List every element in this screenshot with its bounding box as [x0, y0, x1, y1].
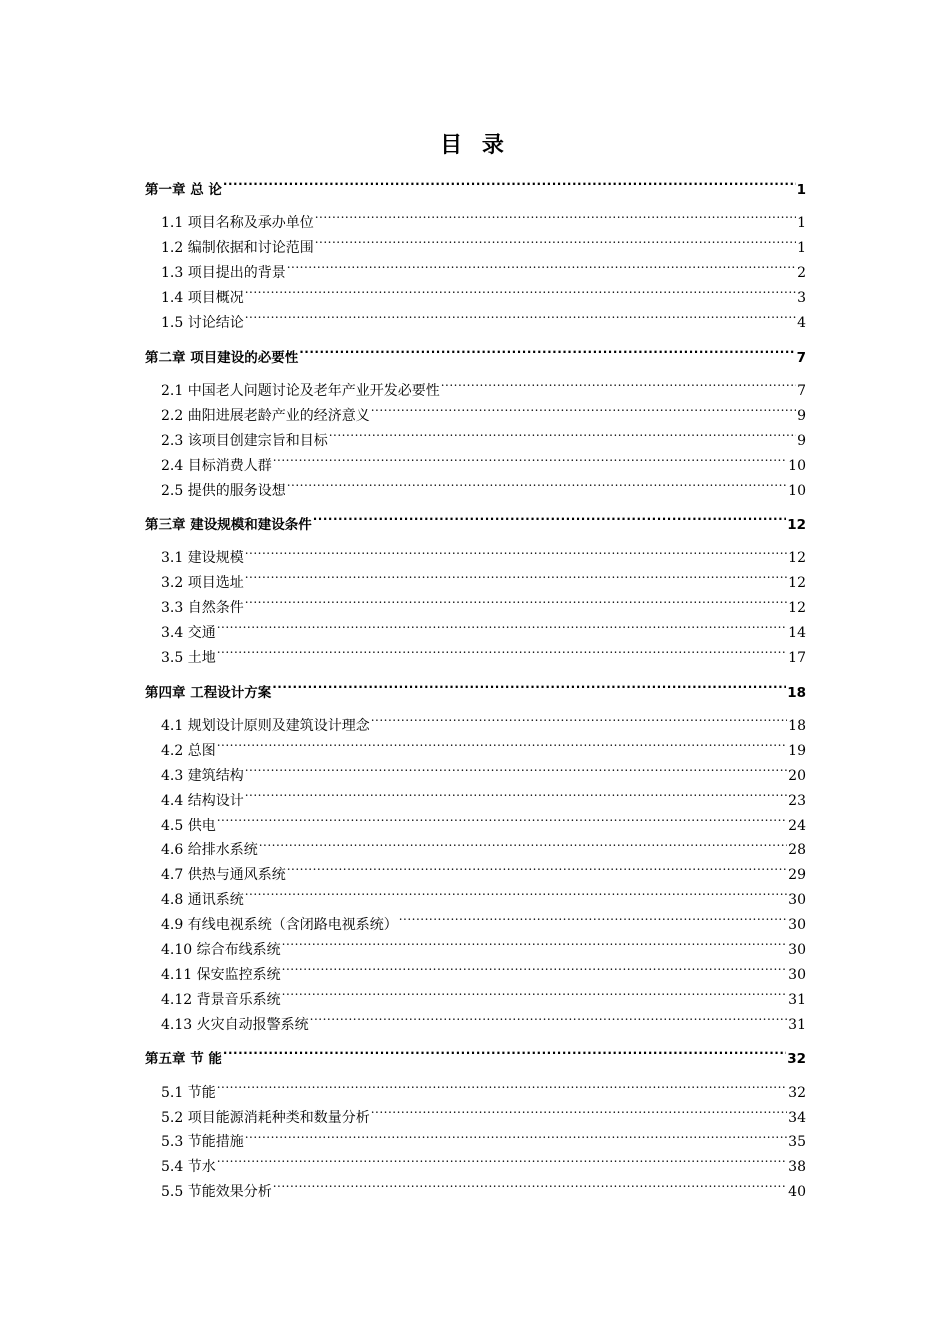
toc-section-entry[interactable] [145, 587, 806, 617]
toc-entry-label: 1.4 项目概况 [161, 290, 244, 307]
toc-page-number: 7 [797, 382, 806, 399]
toc-section-entry[interactable] [145, 904, 806, 934]
dot-leader [245, 538, 787, 563]
toc-entry-label: 1.1 项目名称及承办单位 [161, 215, 314, 232]
toc-entry-label: 5.4 节水 [161, 1159, 216, 1176]
toc-page-number: 1 [797, 240, 806, 257]
toc-entry-label: 4.12 背景音乐系统 [161, 991, 281, 1008]
dot-leader [315, 203, 796, 228]
dot-leader [245, 1122, 787, 1147]
toc-page-number: 32 [787, 1051, 806, 1068]
dot-leader [287, 470, 787, 495]
toc-entry-label: 第一章 总 论 [145, 182, 222, 198]
toc-section-entry[interactable] [145, 1171, 806, 1201]
dot-leader [245, 587, 787, 612]
page-title: 目 录 [440, 133, 510, 158]
dot-leader [371, 1097, 787, 1122]
toc-chapter-entry[interactable] [145, 168, 806, 198]
toc-entry-label: 第四章 工程设计方案 [145, 684, 272, 701]
toc-entry-label: 5.3 节能措施 [161, 1134, 244, 1151]
toc-entry-label: 4.7 供热与通风系统 [161, 867, 286, 884]
toc-page-number: 24 [788, 817, 806, 834]
dot-leader [245, 780, 787, 805]
toc-page-number: 23 [788, 792, 806, 809]
toc-page-number: 31 [788, 991, 806, 1008]
toc-entry-label: 2.5 提供的服务设想 [161, 482, 286, 499]
toc-page-number: 18 [787, 684, 806, 701]
dot-leader [287, 252, 796, 277]
toc-page-number: 10 [788, 482, 806, 499]
toc-entry-label: 4.13 火灾自动报警系统 [161, 1016, 309, 1033]
dot-leader [315, 227, 796, 252]
toc-page-number: 28 [788, 842, 806, 859]
toc-entry-label: 4.5 供电 [161, 817, 216, 834]
dot-leader [329, 420, 796, 445]
dot-leader [441, 370, 796, 395]
toc-page-number: 9 [797, 432, 806, 449]
toc-entry-label: 1.5 讨论结论 [161, 314, 244, 331]
toc-entry-label: 4.4 结构设计 [161, 792, 244, 809]
dot-leader [217, 730, 787, 755]
toc-entry-label: 1.2 编制依据和讨论范围 [161, 240, 314, 257]
toc-entry-label: 3.3 自然条件 [161, 600, 244, 617]
toc-section-entry[interactable] [145, 879, 806, 909]
toc-section-entry[interactable] [145, 612, 806, 642]
dot-leader [223, 1037, 786, 1063]
dot-leader [287, 854, 787, 879]
toc-page-number: 38 [788, 1159, 806, 1176]
toc-page-number: 3 [797, 290, 806, 307]
toc-entry-label: 3.5 土地 [161, 650, 216, 667]
dot-leader [310, 1004, 788, 1029]
toc-page-number: 29 [788, 867, 806, 884]
dot-leader [282, 979, 788, 1004]
toc-entry-label: 4.1 规划设计原则及建筑设计理念 [161, 718, 370, 735]
toc-page-number: 18 [788, 718, 806, 735]
toc-entry-label: 2.1 中国老人问题讨论及老年产业开发必要性 [161, 382, 440, 399]
dot-leader [282, 954, 788, 979]
toc-entry-label: 4.8 通讯系统 [161, 892, 244, 909]
dot-leader [223, 168, 796, 194]
toc-section-entry[interactable] [145, 538, 806, 567]
toc-page-number: 10 [788, 457, 806, 474]
toc-section-entry[interactable] [145, 1146, 806, 1176]
toc-section-entry[interactable] [145, 805, 806, 834]
toc-entry-label: 4.2 总图 [161, 742, 216, 759]
dot-leader [217, 1146, 787, 1171]
toc-page-number: 12 [788, 550, 806, 567]
toc-entry-label: 3.2 项目选址 [161, 575, 244, 592]
toc-page-number: 30 [788, 917, 806, 934]
toc-page-number: 12 [788, 575, 806, 592]
toc-page-number: 34 [788, 1109, 806, 1126]
toc-entry-label: 5.1 节能 [161, 1084, 216, 1101]
toc-page-number: 7 [796, 349, 806, 366]
toc-section-entry[interactable] [145, 1122, 806, 1151]
toc-entry-label: 3.1 建设规模 [161, 550, 244, 567]
toc-page-number: 9 [797, 407, 806, 424]
toc-section-entry[interactable] [145, 637, 806, 667]
toc-entry-label: 1.3 项目提出的背景 [161, 265, 286, 282]
toc-section-entry[interactable] [145, 370, 806, 399]
toc-chapter-entry[interactable] [145, 336, 806, 366]
dot-leader [299, 336, 795, 362]
dot-leader [371, 705, 787, 730]
toc-entry-label: 2.4 目标消费人群 [161, 457, 272, 474]
toc-section-entry[interactable] [145, 830, 806, 859]
toc-page-number: 30 [788, 892, 806, 909]
toc-section-entry[interactable] [145, 705, 806, 735]
toc-entry-label: 第二章 项目建设的必要性 [145, 349, 299, 366]
toc-entry-label: 2.3 该项目创建宗旨和目标 [161, 432, 328, 449]
toc-page-number: 20 [788, 767, 806, 784]
toc-section-entry[interactable] [145, 562, 806, 592]
toc-entry-label: 4.9 有线电视系统（含闭路电视系统） [161, 917, 398, 934]
table-of-contents [145, 168, 806, 1201]
dot-leader [371, 395, 796, 420]
toc-section-entry[interactable] [145, 1072, 806, 1101]
toc-entry-label: 4.11 保安监控系统 [161, 966, 281, 983]
dot-leader [273, 1171, 787, 1196]
toc-entry-label: 5.5 节能效果分析 [161, 1184, 272, 1201]
dot-leader [245, 755, 787, 780]
dot-leader [273, 445, 787, 470]
dot-leader [282, 929, 788, 954]
toc-page-number: 12 [788, 600, 806, 617]
toc-section-entry[interactable] [145, 203, 806, 232]
dot-leader [217, 612, 787, 637]
dot-leader [259, 830, 787, 855]
dot-leader [245, 562, 787, 587]
toc-entry-label: 第三章 建设规模和建设条件 [145, 517, 312, 534]
dot-leader [245, 302, 796, 327]
toc-entry-label: 第五章 节 能 [145, 1051, 222, 1068]
dot-leader [399, 904, 787, 929]
toc-entry-label: 4.6 给排水系统 [161, 842, 258, 859]
toc-entry-label: 5.2 项目能源消耗种类和数量分析 [161, 1109, 370, 1126]
dot-leader [217, 1072, 787, 1097]
toc-page-number: 35 [788, 1134, 806, 1151]
toc-page-number: 12 [787, 517, 806, 534]
toc-page-number: 30 [788, 942, 806, 959]
toc-page-number: 31 [788, 1016, 806, 1033]
toc-page-number: 2 [797, 265, 806, 282]
toc-page-number: 19 [788, 742, 806, 759]
toc-chapter-entry[interactable] [145, 1037, 806, 1068]
toc-chapter-entry[interactable] [145, 671, 806, 701]
toc-section-entry[interactable] [145, 730, 806, 759]
toc-entry-label: 3.4 交通 [161, 625, 216, 642]
dot-leader [245, 277, 796, 302]
dot-leader [272, 671, 786, 697]
toc-chapter-entry[interactable] [145, 503, 806, 534]
toc-section-entry[interactable] [145, 277, 806, 307]
toc-entry-label: 4.10 综合布线系统 [161, 942, 281, 959]
toc-page-number: 14 [788, 625, 806, 642]
toc-entry-label: 4.3 建筑结构 [161, 767, 244, 784]
toc-section-entry[interactable] [145, 1097, 806, 1126]
toc-page-number: 1 [796, 182, 806, 198]
toc-page-number: 30 [788, 966, 806, 983]
toc-page-number: 32 [788, 1084, 806, 1101]
toc-section-entry[interactable] [145, 755, 806, 784]
toc-page-number: 40 [788, 1184, 806, 1201]
toc-page-number: 4 [797, 314, 806, 331]
dot-leader [245, 879, 787, 904]
dot-leader [217, 805, 787, 830]
dot-leader [217, 637, 787, 662]
toc-page-number: 17 [788, 650, 806, 667]
toc-page-number: 1 [797, 215, 806, 232]
toc-section-entry[interactable] [145, 302, 806, 331]
dot-leader [313, 503, 787, 529]
toc-section-entry[interactable] [145, 780, 806, 809]
toc-entry-label: 2.2 曲阳进展老龄产业的经济意义 [161, 407, 370, 424]
